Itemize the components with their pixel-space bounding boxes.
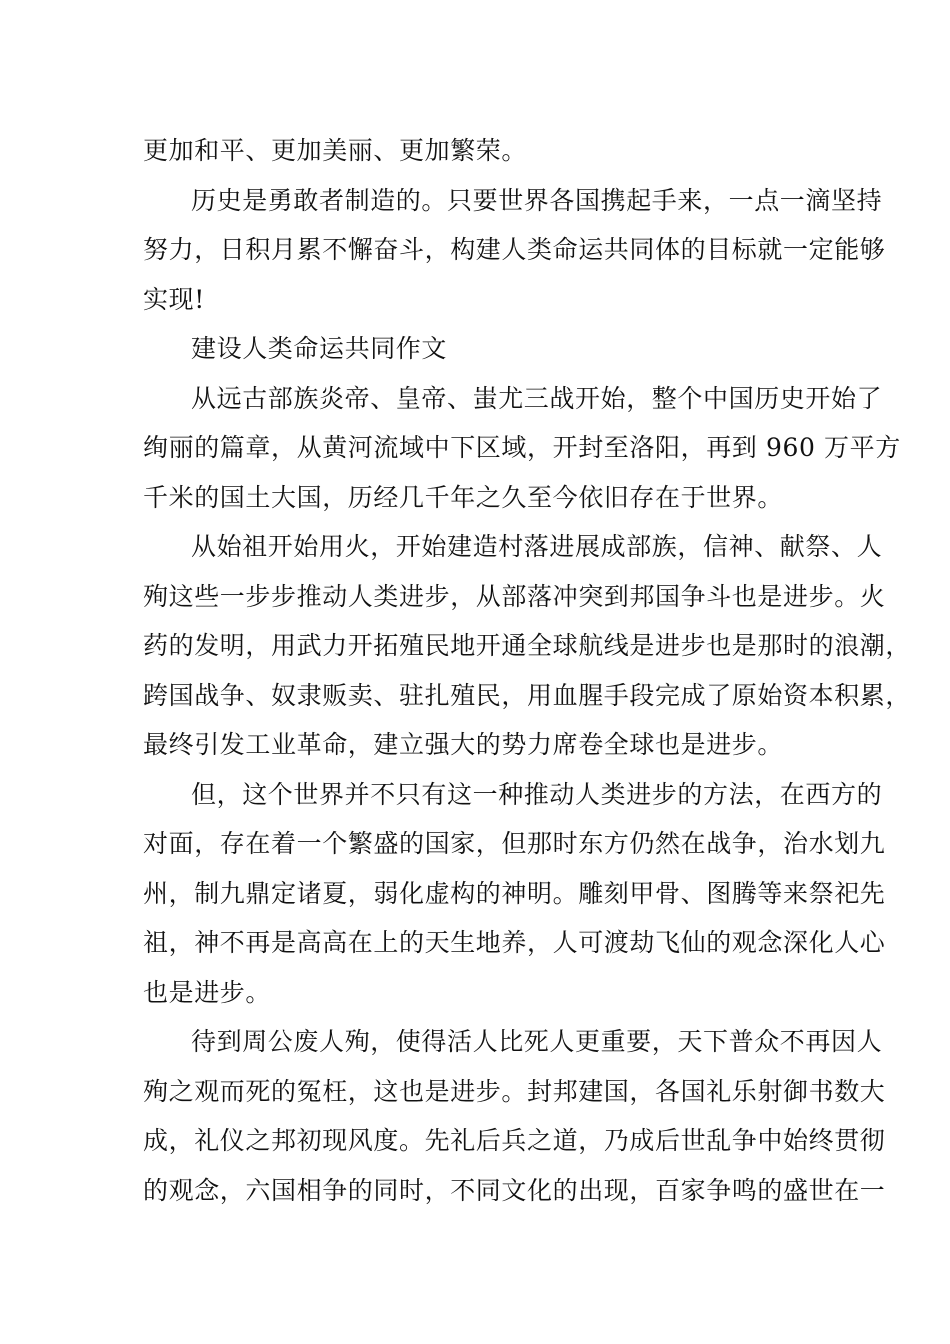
essay-title: 建设人类命运共同作文 (191, 334, 448, 363)
paragraph-start-line: 从远古部族炎帝、皇帝、蚩尤三战开始，整个中国历史开始了 (191, 383, 883, 413)
text-line: 对面，存在着一个繁盛的国家，但那时东方仍然在战争，治水划九 (143, 829, 886, 858)
text-line: 州，制九鼎定诸夏，弱化虚构的神明。雕刻甲骨、图腾等来祭祀先 (143, 878, 886, 908)
text-line: 千米的国土大国，历经几千年之久至今依旧存在于世界。 (143, 482, 784, 512)
text-line: 跨国战争、奴隶贩卖、驻扎殖民，用血腥手段完成了原始资本积累， (143, 680, 912, 710)
text-line: 的观念，六国相争的同时，不同文化的出现，百家争鸣的盛世在一 (143, 1175, 886, 1205)
text-line: 殉之观而死的冤枉，这也是进步。封邦建国，各国礼乐射御书数大 (143, 1076, 886, 1106)
text-line: 更加和平、更加美丽、更加繁荣。 (143, 136, 528, 165)
text-line: 绚丽的篇章，从黄河流域中下区域，开封至洛阳，再到 960 万平方 (143, 433, 901, 462)
text-line: 实现! (143, 284, 205, 314)
text-line: 成，礼仪之邦初现风度。先礼后兵之道，乃成后世乱争中始终贯彻 (143, 1126, 886, 1155)
paragraph-start-line: 从始祖开始用火，开始建造村落进展成部族，信神、献祭、人 (191, 532, 883, 561)
text-line: 也是进步。 (143, 977, 272, 1007)
text-line: 祖，神不再是高高在上的天生地养，人可渡劫飞仙的观念深化人心 (143, 928, 886, 957)
text-line: 最终引发工业革命，建立强大的势力席卷全球也是进步。 (143, 730, 784, 759)
paragraph-start-line: 但，这个世界并不只有这一种推动人类进步的方法，在西方的 (191, 779, 883, 809)
text-line: 殉这些一步步推动人类进步，从部落冲突到邦国争斗也是进步。火 (143, 581, 886, 611)
text-line: 药的发明，用武力开拓殖民地开通全球航线是进步也是那时的浪潮， (143, 631, 912, 660)
paragraph-start-line: 待到周公废人殉，使得活人比死人更重要，天下普众不再因人 (191, 1027, 883, 1056)
document-body (143, 126, 912, 1215)
text-line: 努力，日积月累不懈奋斗，构建人类命运共同体的目标就一定能够 (143, 235, 886, 264)
paragraph-start-line: 历史是勇敢者制造的。只要世界各国携起手来，一点一滴坚持 (191, 185, 883, 215)
